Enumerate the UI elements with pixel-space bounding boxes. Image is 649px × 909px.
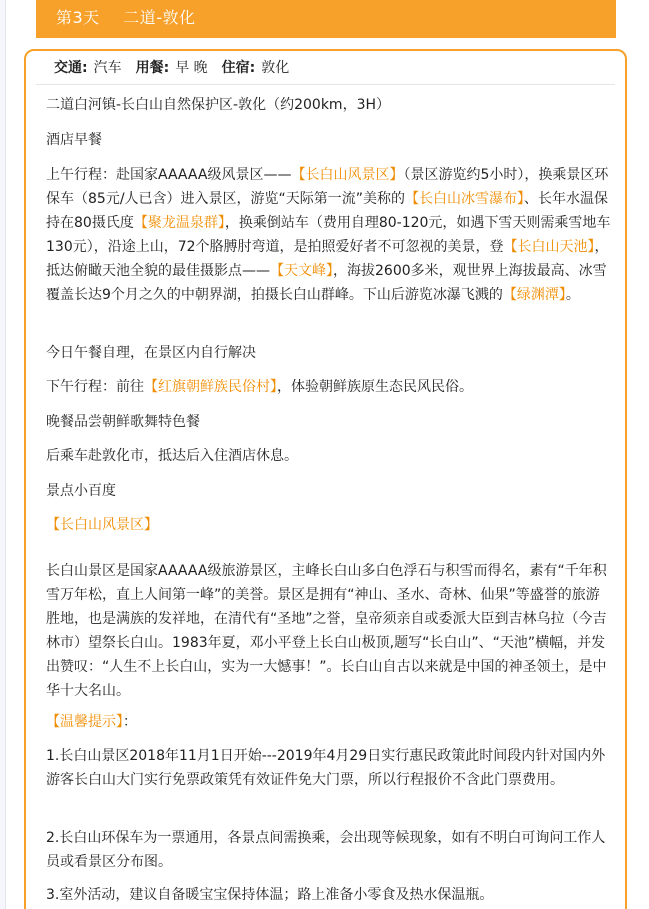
breakfast-line: 酒店早餐: [46, 132, 102, 148]
morning-paragraph: [46, 163, 612, 307]
evening-line: 后乘车赴敦化市，抵达后入住酒店休息。: [46, 448, 298, 464]
tips-colon: ：: [123, 714, 137, 730]
afternoon-text-1: 下午行程：前往: [46, 379, 144, 395]
morning-text-3: 、长年水温保持在80摄氏度: [46, 191, 609, 231]
route-line: 二道白河镇-长白山自然保护区-敦化（约200km，3H）: [46, 97, 391, 113]
spot-title[interactable]: 【长白山风景区】: [46, 517, 158, 533]
afternoon-text-2: ，体验朝鲜族原生态民风民俗。: [277, 379, 473, 395]
spot-description: 长白山景区是国家AAAAA级旅游景区，主峰长白山多白色浮石与积雪而得名，素有“千年积雪万年松，直上人间第一峰”的美誉。景区是拥有“神山、圣水、奇林、仙果”等盛誉的旅游胜地，也是满族的发祥地，在清代有“圣地”之誉，皇帝须亲自或委派大臣到吉林乌拉（今吉林市）望祭长白山。1983年夏，邓小平登上长白山极顶,题写“长白山”、“天池”横幅，并发出赞叹：“人生不上长白山，实为一大憾事！”。长白山自古以来就是中国的神圣领土，是中华十大名山。: [46, 563, 607, 699]
highlight-waterfall[interactable]: 【长白山冰雪瀑布】: [405, 191, 525, 207]
day-number: 第3天: [56, 8, 100, 27]
tips-heading: [46, 710, 612, 734]
morning-text-7: 。: [565, 287, 580, 303]
meal-value: 早 晚: [175, 60, 208, 76]
traffic-value: 汽车: [93, 60, 122, 76]
afternoon-paragraph: [46, 375, 612, 399]
info-divider: [36, 84, 615, 85]
dinner-line: 晚餐品尝朝鲜歌舞特色餐: [46, 414, 200, 430]
morning-text-4: ，换乘倒站车（费用自理80-120元，如遇下雪天则需乘雪地车130元），沿途上山，72个胳膊肘弯道，是拍照爱好者不可忽视的美景，登: [46, 215, 611, 255]
left-rail: [0, 0, 6, 909]
highlight-hotspring[interactable]: 【聚龙温泉群】: [133, 215, 225, 231]
tip-2: 2.长白山环保车为一票通用，各景点间需换乘，会出现等候现象，如有不明白可询问工作人员或看景区分布图。: [46, 830, 606, 870]
morning-text-2: （景区游览约5小时），换乘景区环保车（85元/人已含）进入景区，游览“天际第一流”美称的: [46, 167, 609, 207]
tip-1: 1.长白山景区2018年11月1日开始---2019年4月29日实行惠民政策此时间段内针对国内外游客长白山大门实行免票政策凭有效证件免大门票，所以行程报价不含此门票费用。: [46, 748, 606, 788]
traffic-label: 交通:: [54, 60, 88, 76]
stay-label: 住宿:: [221, 60, 256, 76]
tips-title: 【温馨提示】: [46, 714, 123, 730]
info-row: [54, 57, 303, 79]
day-route: 二道-敦化: [123, 8, 196, 27]
highlight-folk-village[interactable]: 【红旗朝鲜族民俗村】: [144, 379, 277, 395]
highlight-tianchi[interactable]: 【长白山天池】: [503, 239, 595, 255]
meal-label: 用餐:: [135, 60, 170, 76]
day-header-bar: [36, 0, 616, 38]
baike-title: 景点小百度: [46, 483, 116, 499]
lunch-line: 今日午餐自理，在景区内自行解决: [46, 345, 256, 361]
highlight-tianwenfeng[interactable]: 【天文峰】: [270, 263, 333, 279]
tip-3: 3.室外活动，建议自备暖宝宝保持体温；路上准备小零食及热水保温瓶。: [46, 887, 494, 903]
morning-text-5: ，抵达俯瞰天池全貌的最佳摄影点——: [46, 239, 609, 279]
highlight-changbaishan[interactable]: 【长白山风景区】: [291, 167, 404, 183]
stay-value: 敦化: [261, 60, 290, 76]
morning-text-1: 上午行程：赴国家AAAAA级风景区——: [46, 167, 292, 183]
highlight-lvyuantan[interactable]: 【绿渊潭】: [502, 287, 566, 303]
day-detail-card: [24, 49, 627, 909]
morning-text-6: ，海拔2600多米，观世界上海拔最高、冰雪覆盖长达9个月之久的中朝界湖，拍摄长白山群峰。下山后游览冰瀑飞溅的: [46, 263, 607, 303]
